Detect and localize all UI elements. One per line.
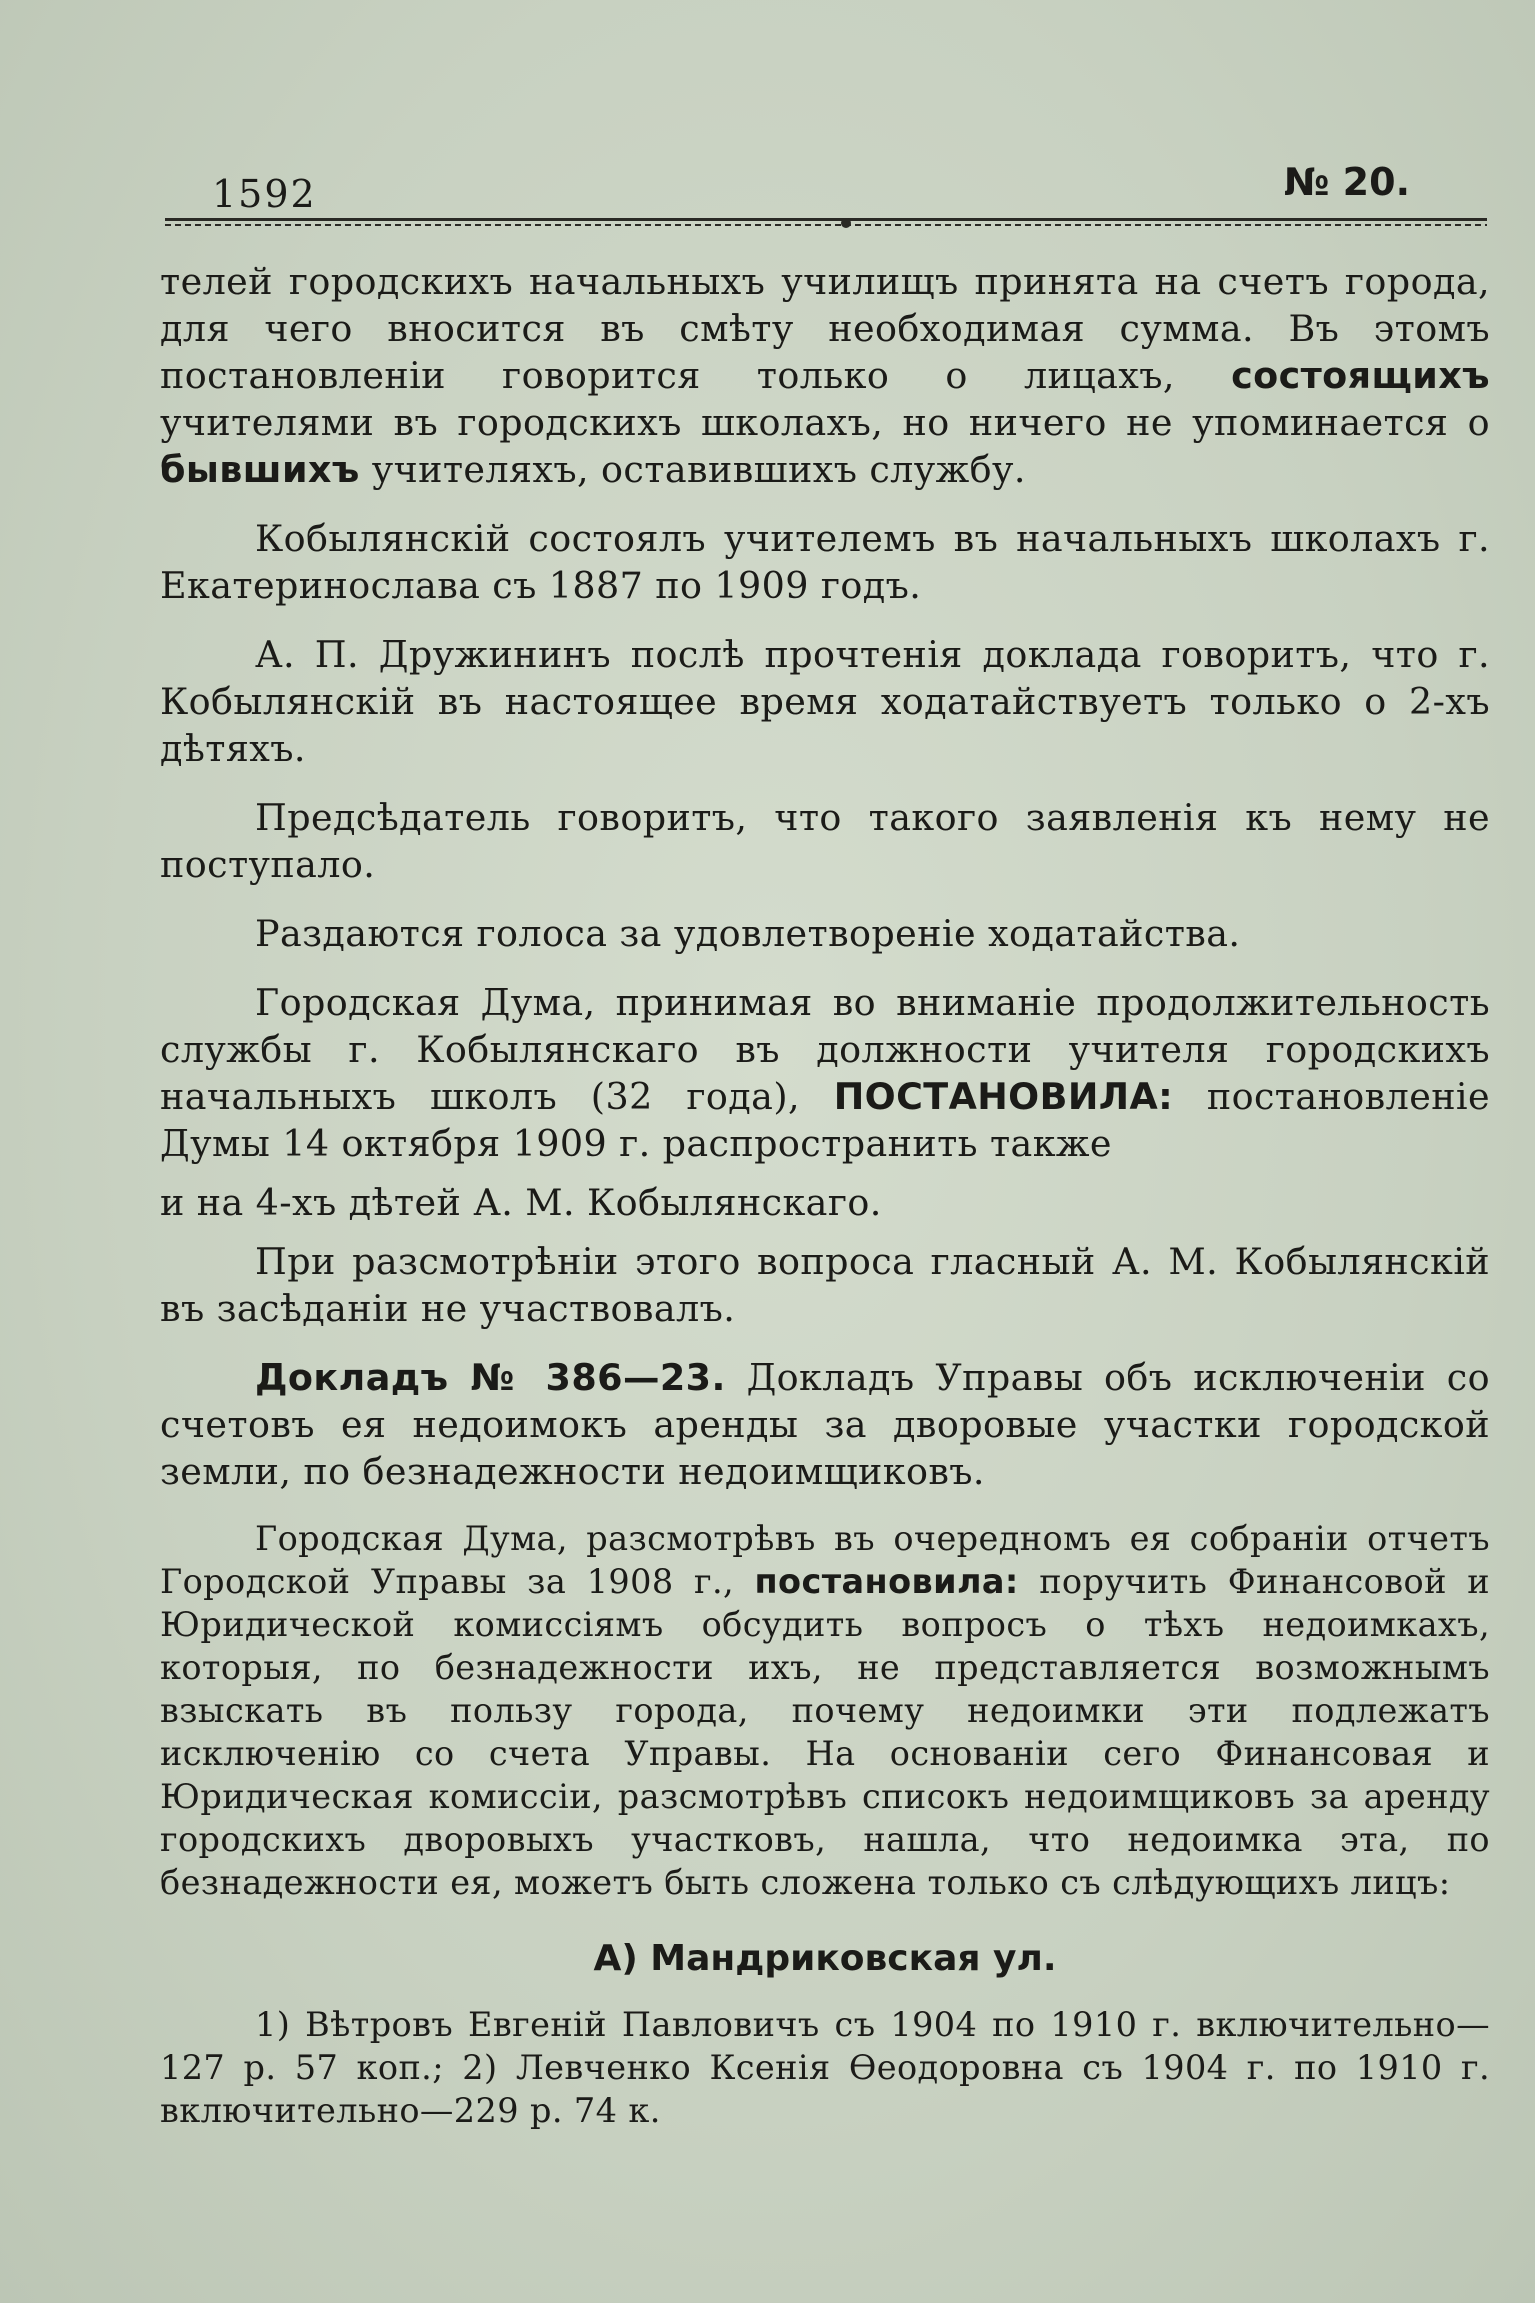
report-number: Докладъ № 386—23. — [255, 1356, 726, 1399]
paragraph-6 — [160, 979, 1490, 1167]
header-rule — [165, 218, 1487, 230]
p1-text-2: учителями въ городскихъ школахъ, но ничего не упоминается о — [160, 401, 1490, 444]
rule-dashed-line — [165, 224, 1487, 226]
rule-ornament — [841, 218, 851, 228]
paragraph-11: 1) Вѣтровъ Евгенiй Павловичъ съ 1904 по 1910 г. включительно—127 р. 57 коп.; 2) Левченко Ксенiя Өеодоровна съ 1904 г. по 1910 г. включительно—229 р. 74 к. — [160, 2005, 1490, 2130]
p9-text: Докладъ Управы объ исключенiи со счетовъ ея недоимокъ аренды за дворовые участки городской земли, по безнадежности недоимщиковъ. — [160, 1356, 1490, 1493]
document-body — [160, 258, 1490, 2132]
p10-text-2: поручить Финансовой и Юридической комиссiямъ обсудить вопросъ о тѣхъ недоимкахъ, которыя, по безнадежности ихъ, не представляется возможнымъ взыскать въ пользу города, почему недоимки эти подлежатъ исключенiю со счета Управы. На основанiи сего Финансовая и Юридическая комиссiи, разсмотрѣвъ списокъ недоимщиковъ за аренду городскихъ дворовыхъ участковъ, нашла, что недоимка эта, по безнадежности ея, можетъ быть сложена только съ слѣдующихъ лицъ: — [160, 1562, 1490, 1902]
page-number: 1592 — [212, 172, 317, 216]
p6-text: Городская Дума, принимая во вниманiе продолжительность службы г. Кобылянскаго въ должности учителя городскихъ начальныхъ школъ (32 года), — [160, 981, 1490, 1118]
paragraph-2: Кобылянскiй состоялъ учителемъ въ начальныхъ школахъ г. Екатеринослава съ 1887 по 1909 годъ. — [160, 517, 1490, 607]
p6-text-2: постановленiе Думы 14 октября 1909 г. распространить также — [160, 1075, 1491, 1165]
paragraph-7: и на 4-хъ дѣтей А. М. Кобылянскаго. — [160, 1181, 882, 1224]
paragraph-8: При разсмотрѣнiи этого вопроса гласный А. М. Кобылянскiй въ засѣданiи не участвовалъ. — [160, 1240, 1490, 1330]
paragraph-10 — [160, 1517, 1490, 1904]
paragraph-9 — [160, 1354, 1490, 1495]
issue-number: № 20. — [1283, 160, 1410, 204]
p1-bold-1: состоящихъ — [1231, 354, 1490, 397]
paragraph-3: А. П. Дружининъ послѣ прочтенiя доклада говоритъ, что г. Кобылянскiй въ настоящее время ходатайствуетъ только о 2-хъ дѣтяхъ. — [160, 633, 1490, 770]
p1-text: телей городскихъ начальныхъ училищъ принята на счетъ города, для чего вносится въ смѣту необходимая сумма. Въ этомъ постановленiи говорится только о лицахъ, — [160, 260, 1490, 397]
p6-bold: ПОСТАНОВИЛА: — [833, 1075, 1174, 1118]
p1-bold-2: бывшихъ — [160, 448, 360, 491]
p10-bold: постановила: — [754, 1562, 1019, 1601]
p10-text: Городская Дума, разсмотрѣвъ въ очередномъ ея собранiи отчетъ Городской Управы за 1908 г., — [160, 1519, 1490, 1601]
paragraph-4: Предсѣдатель говоритъ, что такого заявленiя къ нему не поступало. — [160, 796, 1490, 886]
paragraph-5: Раздаются голоса за удовлетворенiе ходатайства. — [255, 912, 1241, 955]
paragraph-1 — [160, 258, 1490, 493]
rule-line — [165, 218, 1487, 221]
section-subheading: А) Мандриковская ул. — [593, 1938, 1057, 1979]
p1-text-3: учителяхъ, оставившихъ службу. — [359, 448, 1026, 491]
